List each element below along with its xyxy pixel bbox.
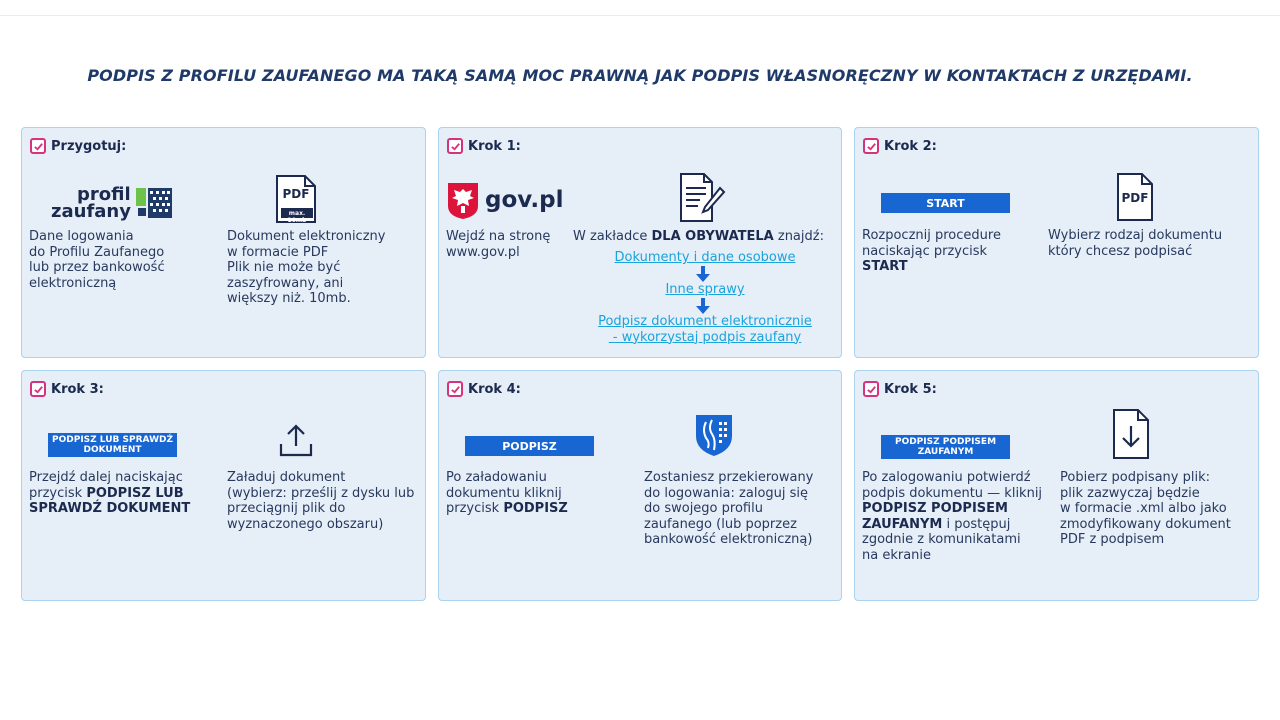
step3-text-left [29, 470, 224, 517]
link-line[interactable]: - wykorzystaj podpis zaufany [608, 329, 802, 345]
prepare-text-left [29, 229, 219, 291]
instruction-bold: DLA OBYWATELA [651, 229, 774, 244]
card-step3 [21, 370, 426, 601]
pdf-label: PDF [282, 187, 310, 201]
text-line: Wejdź na stronę [446, 229, 551, 244]
step2-text-left [862, 228, 1052, 275]
text-bold: PODPISZ PODPISEM [862, 501, 1008, 517]
profil-zaufany-logo [50, 186, 180, 222]
document-edit-icon [678, 172, 726, 224]
text-line: podpis dokumentu — kliknij [862, 485, 1043, 501]
text-line: lub przez bankowość [29, 260, 165, 276]
identity-shield-icon [692, 412, 736, 458]
instruction-prefix: W zakładce [573, 229, 652, 244]
arrow-down-icon [696, 266, 710, 282]
text-line: Po zalogowaniu potwierdź [862, 470, 1031, 485]
page-headline: PODPIS Z PROFILU ZAUFANEGO MA TAKĄ SAMĄ MOC PRAWNĄ JAK PODPIS WŁASNORĘCZNY W KONTAKTACH Z URZĘDAMI. [87, 66, 1193, 85]
checkbox-checked-icon [863, 381, 879, 397]
text-line: PDF z podpisem [1060, 532, 1165, 548]
step3-text-right [227, 470, 425, 532]
card-title [863, 137, 937, 155]
text-line: przeciągnij plik do [227, 501, 346, 517]
card-step4 [438, 370, 842, 601]
eagle-emblem-icon [447, 182, 479, 220]
card-title [863, 380, 937, 398]
text-bold: START [862, 259, 908, 275]
text-bold: ZAUFANYM [862, 516, 943, 532]
pdf-label: PDF [1121, 191, 1149, 205]
step2-text-right [1048, 228, 1253, 259]
checkbox-checked-icon [447, 138, 463, 154]
text-line: bankowość elektroniczną) [644, 532, 813, 548]
text-line: Załaduj dokument [227, 470, 346, 485]
text-line: plik zazwyczaj będzie [1060, 485, 1200, 501]
text-bold: PODPISZ [503, 501, 568, 517]
text-line: zgodnie z komunikatami [862, 532, 1021, 548]
card-title [30, 380, 104, 398]
text-line: elektroniczną [29, 275, 117, 291]
logo-mark-icon [136, 188, 172, 218]
card-title [447, 137, 521, 155]
button-label[interactable]: PODPISZ PODPISEM [894, 437, 997, 447]
gov-pl-text: gov.pl [485, 187, 564, 213]
text-line: zmodyfikowany dokument [1060, 516, 1231, 532]
podpisz-lub-sprawdz-button[interactable] [48, 433, 177, 457]
top-divider [0, 15, 1280, 16]
card-title-label: Przygotuj: [51, 138, 127, 154]
text-line: Dokument elektroniczny [227, 229, 386, 244]
text-bold: SPRAWDŹ DOKUMENT [29, 501, 191, 517]
text-line: Wybierz rodzaj dokumentu [1048, 228, 1223, 243]
link-line[interactable]: Podpisz dokument elektronicznie [598, 314, 812, 329]
prepare-text-right [227, 229, 422, 307]
podpisz-podpisem-zaufanym-button[interactable] [881, 435, 1010, 459]
pdf-document-icon [1116, 172, 1154, 222]
text-line: Po załadowaniu [446, 470, 547, 485]
checkbox-checked-icon [30, 381, 46, 397]
link-podpisz-dokument-elektronicznie[interactable] [561, 314, 849, 345]
text-line: do swojego profilu [644, 501, 763, 517]
step1-instruction [573, 229, 838, 245]
card-title-label: Krok 4: [468, 381, 521, 397]
button-label[interactable]: PODPISZ LUB SPRAWDŹ DOKUMENT [52, 435, 174, 455]
step4-text-right [644, 470, 839, 548]
card-title-label: Krok 2: [884, 138, 937, 154]
step1-text-left [446, 229, 576, 260]
card-step1 [438, 127, 842, 358]
button-label[interactable]: ZAUFANYM [917, 447, 974, 457]
text-bold: PODPISZ LUB [86, 485, 184, 501]
text-line: Rozpocznij procedure [862, 228, 1001, 243]
card-title [447, 380, 521, 398]
download-document-icon [1112, 408, 1150, 460]
card-step2 [854, 127, 1259, 358]
card-title-label: Krok 1: [468, 138, 521, 154]
text-line: naciskając przycisk [862, 243, 988, 259]
text-line: który chcesz podpisać [1048, 243, 1193, 259]
text-line: dokumentu kliknij [446, 485, 562, 501]
card-prepare [21, 127, 426, 358]
checkbox-checked-icon [447, 381, 463, 397]
podpisz-button[interactable]: PODPISZ [465, 436, 594, 456]
text-line: przycisk [446, 501, 504, 517]
logo-line2: zaufany [51, 201, 131, 222]
card-title-label: Krok 3: [51, 381, 104, 397]
checkbox-checked-icon [30, 138, 46, 154]
arrow-down-icon [696, 298, 710, 314]
text-line: (wybierz: prześlij z dysku lub [227, 485, 415, 501]
text-line: do Profilu Zaufanego [29, 244, 165, 260]
upload-icon [278, 422, 314, 458]
step4-text-left [446, 470, 636, 517]
card-step5 [854, 370, 1259, 601]
text-line: zaufanego (lub poprzez [644, 516, 797, 532]
pdf-size-label: max. 10mb [287, 210, 307, 224]
text-line: zaszyfrowany, ani [227, 275, 344, 291]
text-line: większy niż. 10mb. [227, 291, 351, 307]
text-line: Pobierz podpisany plik: [1060, 470, 1211, 485]
checkbox-checked-icon [863, 138, 879, 154]
text-line: i postępuj [942, 516, 1011, 532]
text-line: na ekranie [862, 547, 932, 563]
logo-line1: profil [77, 184, 131, 205]
instruction-suffix: znajdź: [773, 229, 824, 244]
text-line: przycisk [29, 485, 87, 501]
step5-text-right [1060, 470, 1258, 548]
text-line: do logowania: zaloguj się [644, 485, 809, 501]
start-button[interactable]: START [881, 193, 1010, 213]
text-line: Zostaniesz przekierowany [644, 470, 814, 485]
link-dokumenty-i-dane-osobowe[interactable]: Dokumenty i dane osobowe [614, 250, 796, 265]
step5-text-left [862, 470, 1060, 564]
text-line: Plik nie może być [227, 260, 341, 276]
pdf-document-icon [275, 174, 317, 224]
text-line: Przejdź dalej naciskając [29, 470, 183, 485]
text-line: wyznaczonego obszaru) [227, 516, 384, 532]
card-title [30, 137, 126, 155]
link-inne-sprawy[interactable]: Inne sprawy [665, 282, 745, 297]
card-title-label: Krok 5: [884, 381, 937, 397]
text-line: www.gov.pl [446, 244, 520, 260]
text-line: w formacie .xml albo jako [1060, 501, 1227, 517]
gov-pl-logo [447, 182, 564, 220]
text-line: w formacie PDF [227, 244, 329, 260]
text-line: Dane logowania [29, 229, 134, 244]
